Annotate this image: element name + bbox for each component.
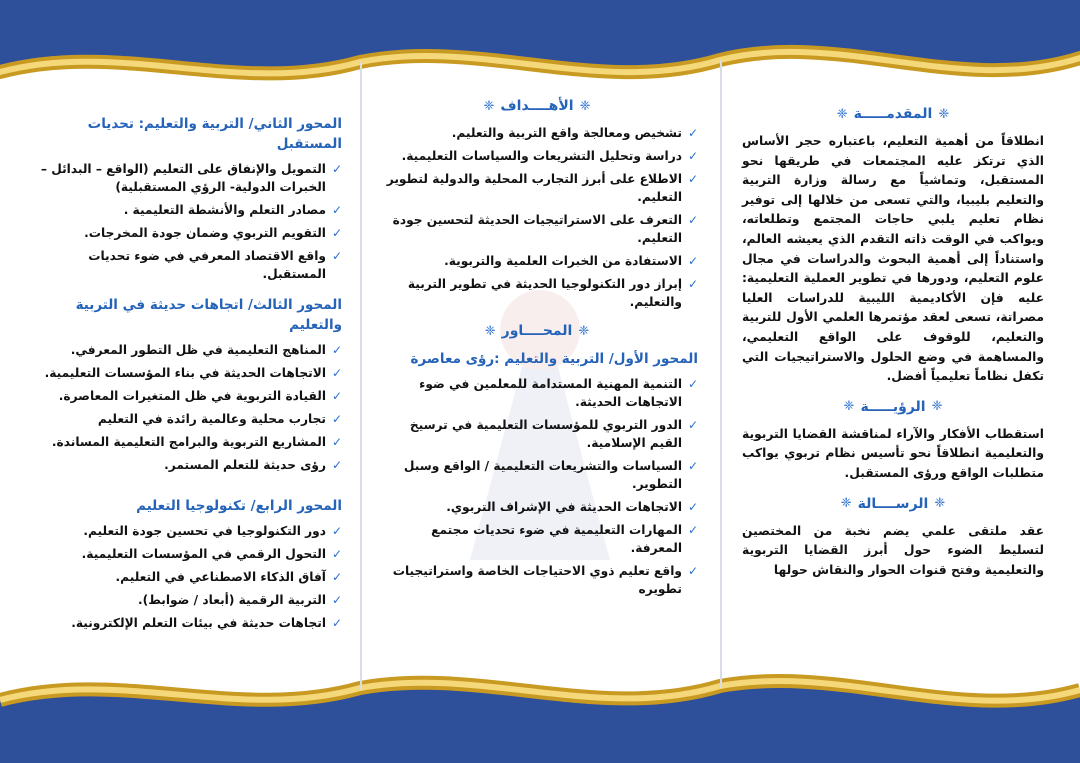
check-icon: ✓ xyxy=(331,162,342,176)
check-icon: ✓ xyxy=(331,547,342,561)
check-icon: ✓ xyxy=(331,412,342,426)
list-item: ✓ التربية الرقمية (أبعاد / ضوابط). xyxy=(138,593,342,607)
check-icon: ✓ xyxy=(331,343,342,357)
check-icon: ✓ xyxy=(687,500,698,514)
list-item: ✓ الاطلاع على أبرز التجارب المحلية والدولية لتطوير التعليم. xyxy=(386,172,698,204)
ornament-icon: ❈ xyxy=(931,399,943,415)
list-item: ✓ رؤى حديثة للتعلم المستمر. xyxy=(164,458,342,472)
check-icon: ✓ xyxy=(687,418,698,432)
goals-list xyxy=(376,124,698,311)
check-icon: ✓ xyxy=(687,172,698,186)
list-item: ✓ مصادر التعلم والأنشطة التعليمية . xyxy=(123,203,342,217)
check-icon: ✓ xyxy=(687,149,698,163)
right-panel xyxy=(730,62,1056,684)
list-item: ✓ الدور التربوي للمؤسسات التعليمية في ترسيخ القيم الإسلامية. xyxy=(409,418,698,450)
list-item: ✓ واقع الاقتصاد المعرفي في ضوء تحديات المستقبل. xyxy=(88,249,342,281)
check-icon: ✓ xyxy=(331,226,342,240)
middle-panel xyxy=(368,62,708,684)
intro-header: ❈ المقدمـــــة ❈ xyxy=(836,106,950,122)
axis1-list xyxy=(376,375,698,598)
ornament-icon: ❈ xyxy=(578,323,590,339)
ornament-icon: ❈ xyxy=(938,106,950,122)
ornament-icon: ❈ xyxy=(484,323,496,339)
check-icon: ✓ xyxy=(331,435,342,449)
list-item: ✓ القيادة التربوية في ظل المتغيرات المعاصرة. xyxy=(58,389,342,403)
check-icon: ✓ xyxy=(331,389,342,403)
mission-header: ❈ الرســــالة ❈ xyxy=(840,495,946,512)
list-item: ✓ تجارب محلية وعالمية رائدة في التعليم xyxy=(97,412,342,426)
ornament-icon: ❈ xyxy=(483,98,495,114)
mission-text: عقد ملتقى علمي يضم نخبة من المختصين لتسليط الضوء حول أبرز القضايا التربوية والتعليمية وفتح قنوات الحوار والنقاش حولها xyxy=(742,523,1044,577)
vision-text: استقطاب الأفكار والآراء لمناقشة القضايا التربوية والتعليمية انطلاقاً نحو تأسيس نظام تربوي يواكب متطلبات الواقع ورؤى المستقبل. xyxy=(742,426,1044,480)
list-item: ✓ التنمية المهنية المستدامة للمعلمين في ضوء الاتجاهات الحديثة. xyxy=(419,377,698,409)
list-item: ✓ السياسات والتشريعات التعليمية / الواقع وسبل التطوير. xyxy=(403,459,698,491)
vision-header: ❈ الرؤيـــــة ❈ xyxy=(843,398,943,415)
list-item: ✓ الاتجاهات الحديثة في الإشراف التربوي. xyxy=(446,500,698,514)
list-item: ✓ دراسة وتحليل التشريعات والسياسات التعليمية. xyxy=(401,149,698,163)
axis3-title: المحور الثالث/ اتجاهات حديثة في التربية والتعليم xyxy=(75,297,342,333)
check-icon: ✓ xyxy=(687,254,698,268)
list-item: ✓ دور التكنولوجيا في تحسين جودة التعليم. xyxy=(83,524,342,538)
list-item: ✓ تشخيص ومعالجة واقع التربية والتعليم. xyxy=(451,126,698,140)
check-icon: ✓ xyxy=(331,616,342,630)
check-icon: ✓ xyxy=(331,593,342,607)
check-icon: ✓ xyxy=(331,570,342,584)
list-item: ✓ المناهج التعليمية في ظل التطور المعرفي. xyxy=(70,343,342,357)
check-icon: ✓ xyxy=(331,203,342,217)
ornament-icon: ❈ xyxy=(934,496,946,511)
list-item: ✓ إبراز دور التكنولوجيا الحديثة في تطوير التربية والتعليم. xyxy=(407,277,698,309)
list-item: ✓ اتجاهات حديثة في بيئات التعلم الإلكترونية. xyxy=(71,616,342,630)
list-item: ✓ المشاريع التربوية والبرامج التعليمية المساندة. xyxy=(51,435,342,449)
axis2-title: المحور الثاني/ التربية والتعليم: تحديات المستقبل xyxy=(87,116,342,152)
check-icon: ✓ xyxy=(687,277,698,291)
list-item: ✓ الاتجاهات الحديثة في بناء المؤسسات التعليمية. xyxy=(44,366,342,380)
axis4-title: المحور الرابع/ تكنولوجيا التعليم xyxy=(136,498,342,514)
check-icon: ✓ xyxy=(331,524,342,538)
check-icon: ✓ xyxy=(687,459,698,473)
intro-text: انطلاقاً من أهمية التعليم، باعتباره حجر الأساس الذي ترتكز عليه المجتمعات في طريقها نحو المستقبل، وتماشياً مع رسالة وزارة التربية والتعليم بليبيا، والتي تسعى من خلالها إلى توفير نظام تعليم يلبي حاجات المجتمع وتطلعاته، ويواكب في الوقت ذاته التقدم الذي يعيشه العالم، واستناداً إلى أهمية البحوث والدراسات في مجال علوم التعليم، ودورها في تطوير العملية التعليمية: عليه فإن الأكاديمية الليبية للدراسات العليا مصراتة، تسعى لعقد مؤتمرها العلمي الأول للتربية والتعليم، للوقوف على الواقع التعليمي، والمساهمة في وضع الحلول والاستراتيجيات التي تكفل نظاماً تعليمياً أفضل. xyxy=(742,134,1044,384)
check-icon: ✓ xyxy=(687,564,698,578)
list-item: ✓ الاستفادة من الخبرات العلمية والتربوية. xyxy=(444,254,698,268)
list-item: ✓ آفاق الذكاء الاصطناعي في التعليم. xyxy=(115,570,342,584)
axis1-title: المحور الأول/ التربية والتعليم :رؤى معاصرة xyxy=(410,351,698,367)
ornament-icon: ❈ xyxy=(840,496,852,511)
ornament-icon: ❈ xyxy=(843,399,855,415)
check-icon: ✓ xyxy=(331,249,342,263)
axis2-list xyxy=(28,160,342,283)
list-item: ✓ واقع تعليم ذوي الاحتياجات الخاصة واستراتيجيات تطويره xyxy=(392,564,698,596)
check-icon: ✓ xyxy=(687,126,698,140)
ornament-icon: ❈ xyxy=(836,106,848,122)
check-icon: ✓ xyxy=(331,458,342,472)
check-icon: ✓ xyxy=(687,523,698,537)
axis4-list xyxy=(28,522,342,632)
check-icon: ✓ xyxy=(331,366,342,380)
list-item: ✓ التمويل والإنفاق على التعليم (الواقع – البدائل – الخبرات الدولية- الرؤي المستقبلية) xyxy=(40,162,342,194)
check-icon: ✓ xyxy=(687,377,698,391)
axes-header: ❈ المحــــاور ❈ xyxy=(484,323,590,339)
list-item: ✓ التعرف على الاستراتيجيات الحديثة لتحسين جودة التعليم. xyxy=(392,213,698,245)
list-item: ✓ التحول الرقمي في المؤسسات التعليمية. xyxy=(81,547,342,561)
axis3-list xyxy=(28,341,342,474)
goals-header: ❈ الأهــــداف ❈ xyxy=(483,98,591,114)
left-panel xyxy=(18,62,348,684)
check-icon: ✓ xyxy=(687,213,698,227)
list-item: ✓ التقويم التربوي وضمان جودة المخرجات. xyxy=(84,226,342,240)
ornament-icon: ❈ xyxy=(579,98,591,114)
list-item: ✓ المهارات التعليمية في ضوء تحديات مجتمع المعرفة. xyxy=(431,523,698,555)
